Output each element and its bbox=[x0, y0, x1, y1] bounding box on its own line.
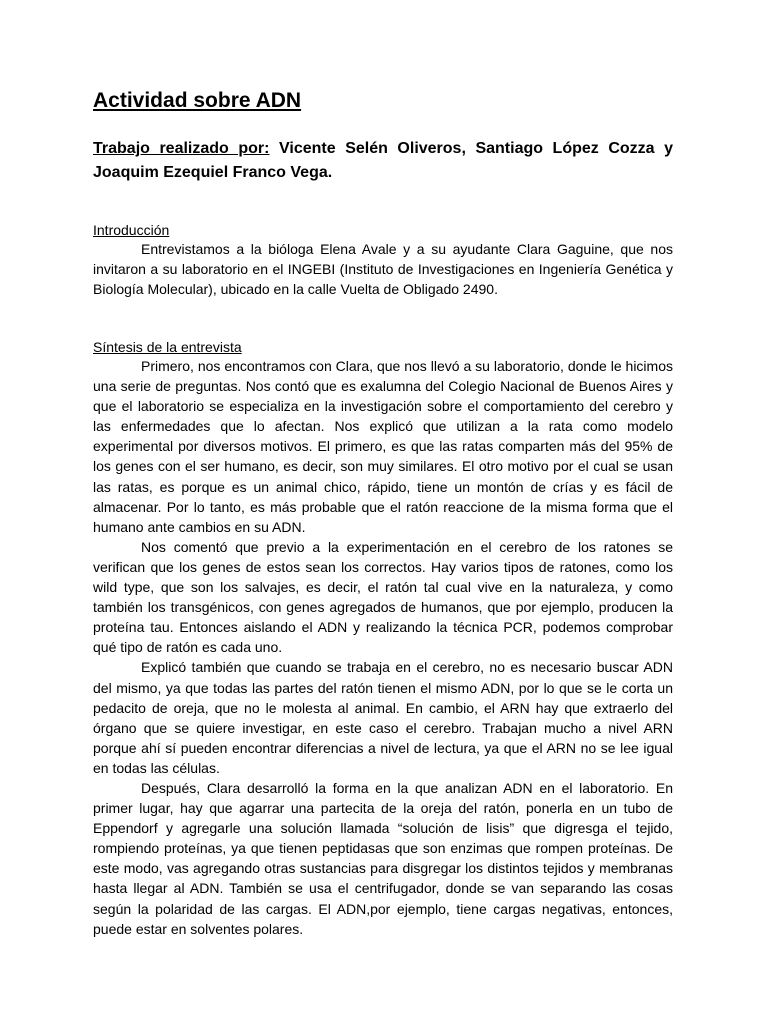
section-sintesis bbox=[93, 356, 673, 939]
paragraph-sintesis-4: Después, Clara desarrolló la forma en la que analizan ADN en el laboratorio. En primer lugar, hay que agarrar una partecita de la oreja del ratón, ponerla en un tubo de Eppendorf y agregarle una solución llamada “solución de lisis” que digresga el tejido, rompiendo proteínas, ya que tienen peptidasas que son enzimas que rompen proteínas. De este modo, vas agregando otras sustancias para disgregar los distintos tejidos y membranas hasta llegar al ADN. También se usa el centrifugador, donde se van separando las cosas según la polaridad de las cargas. El ADN,por ejemplo, tiene cargas negativas, entonces, puede estar en solventes polares. bbox=[93, 779, 673, 937]
section-heading-sintesis: Síntesis de la entrevista bbox=[93, 339, 242, 355]
authors-names: Vicente Selén Oliveros, Santiago López Cozza y Joaquim Ezequiel Franco Vega. bbox=[93, 140, 673, 181]
paragraph-introduccion-1: Entrevistamos a la bióloga Elena Avale y a su ayudante Clara Gaguine, que nos invitaron a su laboratorio en el INGEBI (Instituto de Investigaciones en Ingeniería Genética y Biología Molecular), ubicado en la calle Vuelta de Obligado 2490. bbox=[93, 241, 673, 298]
paragraph-sintesis-1: Primero, nos encontramos con Clara, que nos llevó a su laboratorio, donde le hicimos una serie de preguntas. Nos contó que es exalumna del Colegio Nacional de Buenos Aires y que el laboratorio se especializa en la investigación sobre el comportamiento del cerebro y las enfermedades que lo afectan. Nos explicó que utilizan a la rata como modelo experimental por diversos motivos. El primero, es que las ratas comparten más del 95% de los genes con el ser humano, es decir, son muy similares. El otro motivo por el cual se usan las ratas, es porque es un animal chico, rápido, tiene un montón de crías y es fácil de almacenar. Por lo tanto, es más probable que el ratón reaccione de la misma forma que el humano ante cambios en su ADN. bbox=[93, 358, 673, 535]
authors-line bbox=[93, 137, 673, 185]
section-heading-introduccion: Introducción bbox=[93, 222, 170, 238]
paragraph-sintesis-3: Explicó también que cuando se trabaja en el cerebro, no es necesario buscar ADN del mismo, ya que todas las partes del ratón tienen el mismo ADN, por lo que se le corta un pedacito de oreja, que no le molesta al animal. En cambio, el ARN hay que extraerlo del órgano que se quiere investigar, en este caso el cerebro. Trabajan mucho a nivel ARN porque ahí sí pueden encontrar diferencias a nivel de lectura, ya que el ARN no se lee igual en todas las células. bbox=[93, 659, 673, 776]
document-title: Actividad sobre ADN bbox=[93, 89, 302, 112]
section-introduccion bbox=[93, 239, 673, 299]
paragraph-sintesis-2: Nos comentó que previo a la experimentación en el cerebro de los ratones se verifican que los genes de estos sean los correctos. Hay varios tipos de ratones, como los wild type, que son los salvajes, es decir, el ratón tal cual vive en la naturaleza, y como también los transgénicos, con genes agregados de humanos, que por ejemplo, producen la proteína tau. Entonces aislando el ADN y realizando la técnica PCR, podemos comprobar qué tipo de ratón es cada uno. bbox=[93, 538, 673, 656]
authors-lead: Trabajo realizado por: bbox=[93, 140, 270, 157]
